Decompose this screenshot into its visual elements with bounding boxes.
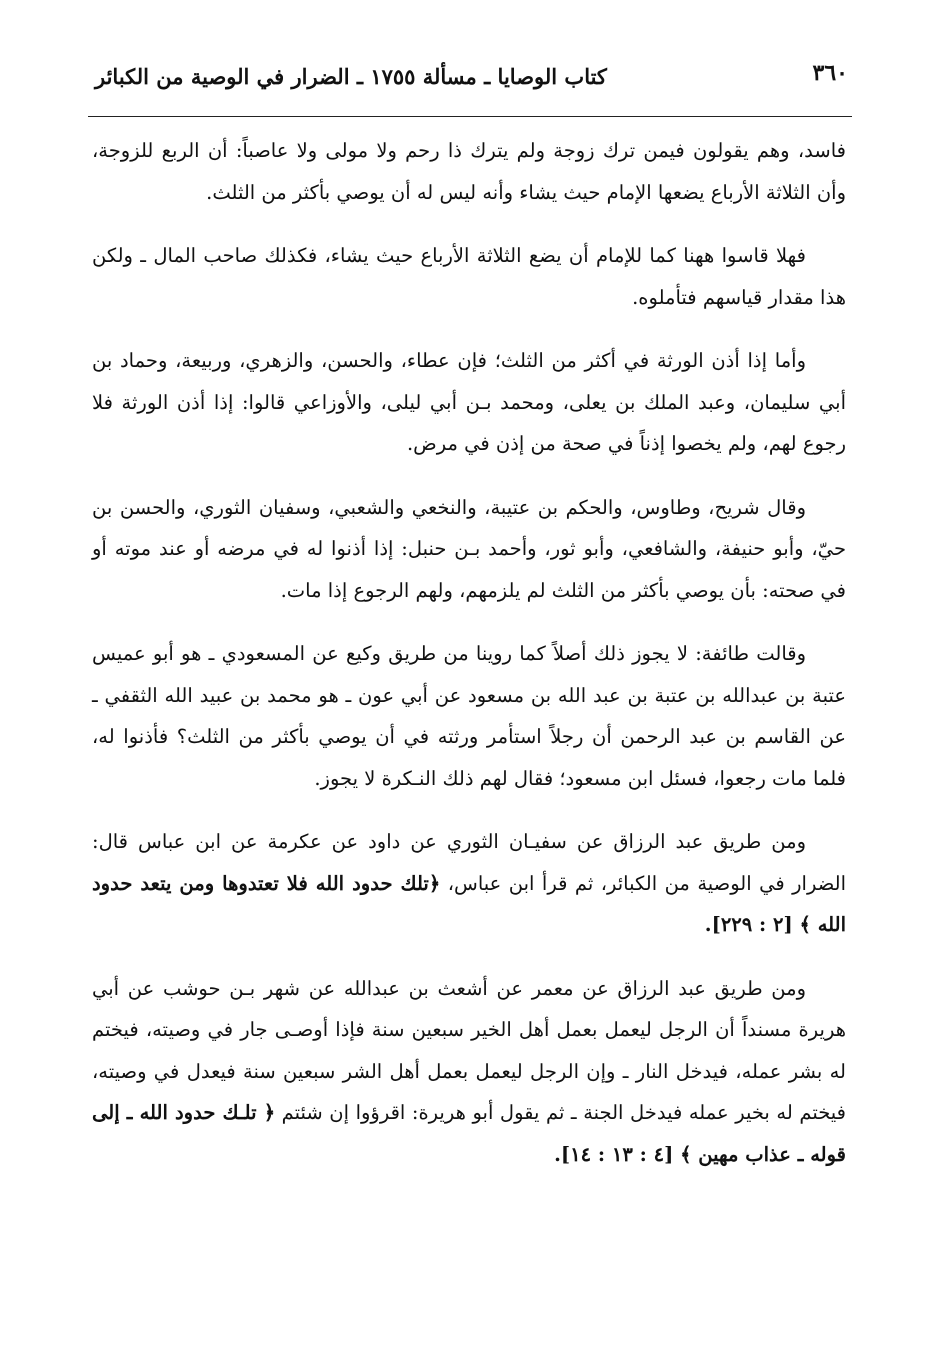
header-divider bbox=[88, 116, 852, 117]
quran-quote: ﴿ تلـك حدود الله ـ إلى قوله ـ عذاب مهين ﴾ bbox=[92, 1101, 846, 1166]
body-text bbox=[92, 130, 846, 1197]
running-header bbox=[95, 60, 848, 100]
verse-reference: [٢ : ٢٢٩]. bbox=[704, 913, 800, 936]
page-number: ٣٦٠ bbox=[812, 60, 848, 86]
paragraph: فهلا قاسوا ههنا كما للإمام أن يضع الثلاثة الأرباع حيث يشاء، فكذلك صاحب المال ـ ولكن هذا مقدار قياسهم فتأملوه. bbox=[92, 244, 846, 309]
running-title: كتاب الوصايا ـ مسألة ١٧٥٥ ـ الضرار في الوصية من الكبائر bbox=[95, 64, 607, 89]
paragraph-text: ومن طريق عبد الرزاق عن سفيـان الثوري عن داود عن عكرمة عن ابن عباس قال: الضرار في الوصية من الكبائر، ثم قرأ ابن عباس، bbox=[92, 830, 846, 895]
paragraph-text: ومن طريق عبد الرزاق عن معمر عن أشعث بن عبدالله عن شهر بـن حوشب عن أبي هريرة مسنداً أن الرجل ليعمل بعمل أهل الخير سبعين سنة فإذا أوصـى جار في وصيته، فيختم له بشر عمله، فيدخل النار ـ وإن الرجل ليعمل بعمل أهل الشر سبعين سنة فيعدل في وصيته، فيختم له بخير عمله فيدخل الجنة ـ ثم يقول أبو هريرة: اقرؤوا إن شئتم bbox=[92, 976, 846, 1124]
quran-quote: ﴿تلك حدود الله فلا تعتدوها ومن يتعد حدود الله ﴾ bbox=[92, 871, 846, 936]
paragraph: وأما إذا أذن الورثة في أكثر من الثلث؛ فإن عطاء، والحسن، والزهري، وربيعة، وحماد بن أبي سليمان، وعبد الملك بن يعلى، ومحمد بـن أبي ليلى، والأوزاعي قالوا: إذا أذن الورثة فلا رجوع لهم، ولم يخصوا إذناً في صحة من إذن في مرض. bbox=[92, 349, 846, 455]
verse-reference: [٤ : ١٣ : ١٤]. bbox=[554, 1142, 681, 1166]
paragraph: وقال شريح، وطاوس، والحكم بن عتيبة، والنخعي والشعبي، وسفيان الثوري، والحسن بن حيّ، وأبو حنيفة، والشافعي، وأبو ثور، وأحمد بـن حنبل: إذا أذنوا له في مرضه أو عند موته أو في صحته: بأن يوصي بأكثر من الثلث لم يلزمهم، ولهم الرجوع إذا مات. bbox=[92, 495, 846, 602]
paragraph: وقالت طائفة: لا يجوز ذلك أصلاً كما روينا من طريق وكيع عن المسعودي ـ هو أبو عميس عتبة بن عبدالله بن عتبة بن عبد الله بن مسعود عن أبي عون ـ هو محمد بن عبيد الله الثقفي ـ عن القاسم بن عبد الرحمن أن رجلاً استأمر ورثته في أن يوصي بأكثر من الثلث؟ فأذنوا له، فلما مات رجعوا، فسئل ابن مسعود؛ فقال لهم ذلك النـكرة لا يجوز. bbox=[92, 642, 846, 790]
paragraph-with-quran-quote bbox=[92, 968, 846, 1176]
paragraph-with-quran-quote bbox=[92, 821, 846, 946]
paragraph-continuation: فاسد، وهم يقولون فيمن ترك زوجة ولم يترك ذا رحم ولا مولى ولا عاصباً: أن الربع للزوجة، وأن الثلاثة الأرباع يضعها الإمام حيث يشاء وأنه ليس له أن يوصي بأكثر من الثلث. bbox=[92, 139, 846, 204]
